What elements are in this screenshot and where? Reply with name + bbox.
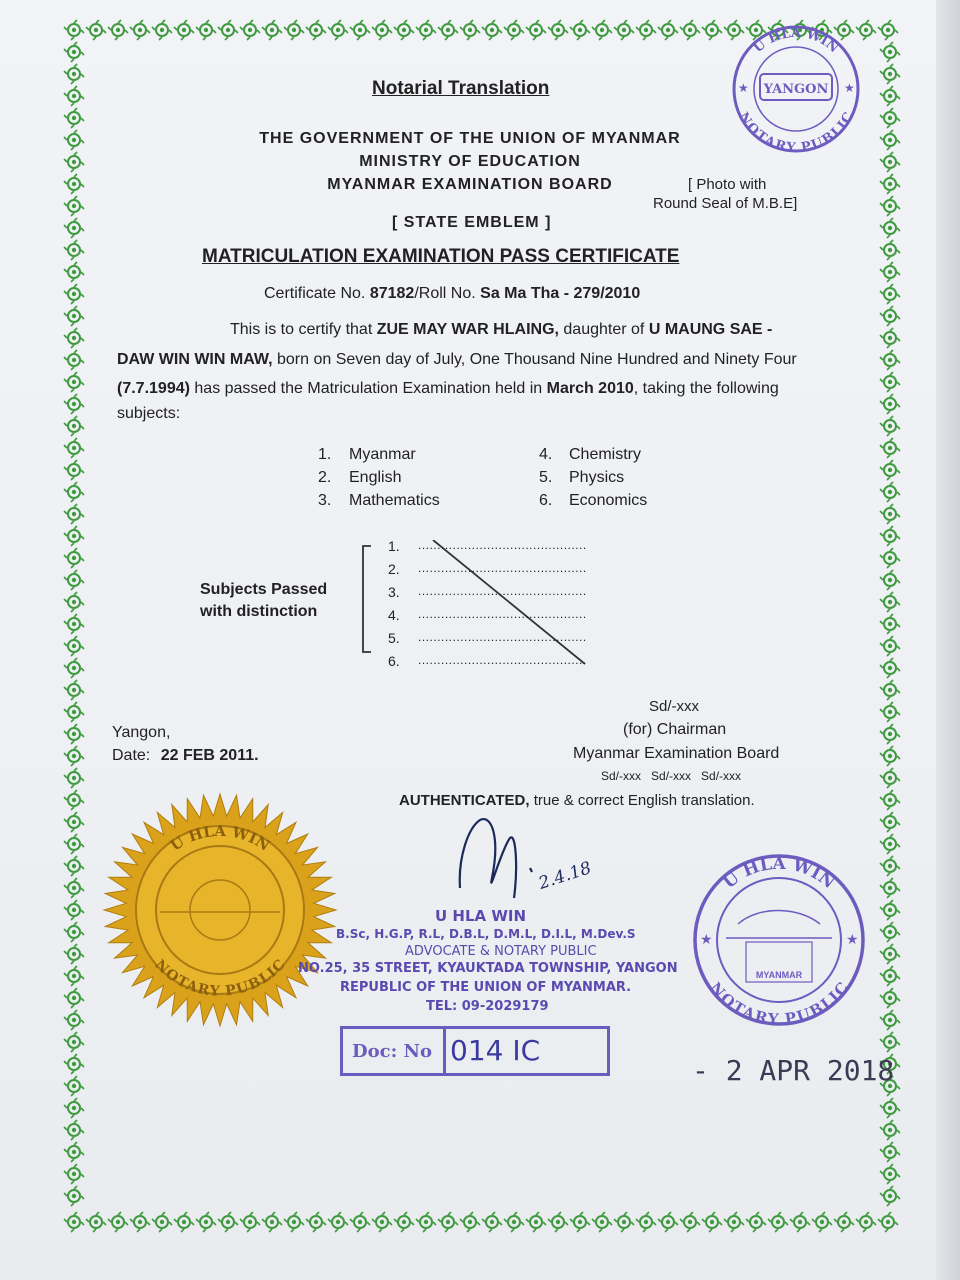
border-flower-icon (218, 1212, 238, 1232)
border-flower-icon (174, 20, 194, 40)
border-flower-icon (636, 1212, 656, 1232)
border-flower-icon (86, 20, 106, 40)
border-flower-icon (880, 416, 900, 436)
handwritten-signature (440, 808, 630, 918)
border-flower-icon (64, 504, 84, 524)
border-flower-icon (64, 548, 84, 568)
date-line (112, 747, 259, 765)
border-flower-icon (64, 526, 84, 546)
subject-num: 6. (539, 492, 553, 509)
subject-name: Myanmar (349, 446, 416, 463)
border-flower-icon (64, 1120, 84, 1140)
border-flower-icon (880, 658, 900, 678)
place: Yangon, (112, 724, 171, 741)
border-flower-icon (64, 966, 84, 986)
border-flower-icon (64, 1032, 84, 1052)
border-flower-icon (64, 570, 84, 590)
border-flower-icon (880, 878, 900, 898)
state-emblem: [ STATE EMBLEM ] (392, 214, 552, 231)
border-flower-icon (64, 724, 84, 744)
border-flower-icon (880, 482, 900, 502)
border-flower-icon (152, 1212, 172, 1232)
doc-number: 014 IC (450, 1034, 541, 1067)
body-line-2 (117, 351, 797, 369)
bracket (363, 546, 371, 652)
border-flower-icon (880, 966, 900, 986)
seal-top-text: U HLA WIN (750, 25, 842, 57)
border-flower-icon (880, 130, 900, 150)
border-flower-icon (880, 1186, 900, 1206)
distinction-label-1: Subjects Passed (200, 581, 328, 598)
border-flower-icon (64, 218, 84, 238)
distinction-row-num: 6. (388, 653, 400, 669)
border-flower-icon (880, 944, 900, 964)
border-flower-icon (880, 1098, 900, 1118)
border-flower-icon (284, 20, 304, 40)
border-flower-icon (64, 394, 84, 414)
border-flower-icon (64, 592, 84, 612)
subject-name: Chemistry (569, 446, 642, 463)
seal-star-icon: ★ (846, 931, 859, 947)
border-flower-icon (880, 196, 900, 216)
border-flower-icon (64, 284, 84, 304)
notary-title: ADVOCATE & NOTARY PUBLIC (405, 944, 597, 959)
border-flower-icon (880, 1142, 900, 1162)
border-flower-icon (64, 1054, 84, 1074)
distinction-label-2: with distinction (200, 603, 318, 620)
distinction-row-dots: ............................................ (418, 561, 587, 575)
border-flower-icon (658, 20, 678, 40)
border-flower-icon (64, 944, 84, 964)
border-flower-icon (64, 922, 84, 942)
exam-board: Myanmar Examination Board (573, 745, 780, 762)
border-flower-icon (86, 1212, 106, 1232)
border-flower-icon (880, 372, 900, 392)
border-flower-icon (812, 1212, 832, 1232)
sd-row: Sd/-xxx Sd/-xxx Sd/-xxx (601, 769, 742, 783)
border-flower-icon (64, 988, 84, 1008)
subject-num: 1. (318, 446, 332, 463)
border-flower-icon (394, 1212, 414, 1232)
body-line-4: subjects: (117, 405, 181, 422)
border-flower-icon (130, 20, 150, 40)
border-flower-icon (880, 636, 900, 656)
border-flower-icon (460, 1212, 480, 1232)
border-flower-icon (880, 900, 900, 920)
distinction-row-num: 2. (388, 561, 400, 577)
border-flower-icon (64, 1212, 84, 1232)
border-flower-icon (152, 20, 172, 40)
subject-name: Economics (569, 492, 648, 509)
border-flower-icon (240, 1212, 260, 1232)
border-flower-icon (658, 1212, 678, 1232)
border-flower-icon (592, 1212, 612, 1232)
seal-city: YANGON (763, 82, 829, 97)
distinction-row-num: 4. (388, 607, 400, 623)
signature-date: 2.4.18 (536, 858, 594, 894)
border-flower-icon (372, 1212, 392, 1232)
doc-title: Notarial Translation (372, 78, 550, 99)
border-flower-icon (680, 20, 700, 40)
border-flower-icon (64, 438, 84, 458)
border-flower-icon (64, 262, 84, 282)
distinction-row-dots: ............................................ (418, 584, 587, 598)
border-flower-icon (240, 20, 260, 40)
border-flower-icon (196, 1212, 216, 1232)
border-flower-icon (64, 350, 84, 370)
border-flower-icon (64, 834, 84, 854)
certificate-title: MATRICULATION EXAMINATION PASS CERTIFICATE (202, 246, 680, 267)
border-flower-icon (64, 152, 84, 172)
border-flower-icon (64, 1098, 84, 1118)
mother-name: DAW WIN WIN MAW, (117, 351, 273, 368)
stamp-date-value: 2 APR 2018 (725, 1054, 895, 1087)
roll-no-label: /Roll No. (414, 285, 476, 302)
border-flower-icon (880, 218, 900, 238)
notary-seal-top (722, 22, 870, 156)
roll-no-value: Sa Ma Tha - 279/2010 (480, 285, 641, 302)
holder-name: ZUE MAY WAR HLAING, (376, 321, 559, 338)
border-flower-icon (614, 20, 634, 40)
border-flower-icon (880, 988, 900, 1008)
border-flower-icon (880, 1164, 900, 1184)
authenticated-label: AUTHENTICATED, (399, 792, 530, 809)
border-flower-icon (880, 526, 900, 546)
border-flower-icon (880, 768, 900, 788)
border-flower-icon (880, 680, 900, 700)
border-flower-icon (328, 1212, 348, 1232)
distinction-bracket-and-strike (355, 540, 625, 670)
subject-name: Mathematics (349, 492, 440, 509)
certificate-no-label: Certificate No. (264, 285, 366, 302)
border-flower-icon (856, 1212, 876, 1232)
border-flower-icon (64, 636, 84, 656)
border-flower-icon (880, 922, 900, 942)
border-flower-icon (880, 152, 900, 172)
border-flower-icon (306, 20, 326, 40)
seal2-bottom-text: NOTARY PUBLIC (706, 978, 852, 1029)
border-flower-icon (130, 1212, 150, 1232)
border-flower-icon (64, 460, 84, 480)
border-flower-icon (372, 20, 392, 40)
border-flower-icon (526, 1212, 546, 1232)
distinction-row-dots: ............................................ (418, 538, 587, 552)
notary-seal-bottom (688, 850, 870, 1030)
gold-seal-bottom-text: NOTARY PUBLIC (151, 956, 289, 1000)
border-flower-icon (64, 1010, 84, 1030)
photo-note-1: [ Photo with (688, 176, 767, 193)
date-value: 22 FEB 2011. (160, 747, 259, 764)
border-flower-icon (262, 20, 282, 40)
sd-signature: Sd/-xxx (649, 698, 700, 715)
border-flower-icon (592, 20, 612, 40)
body-text: , taking the following (633, 380, 779, 397)
stamp-dash: - (692, 1054, 709, 1087)
border-flower-icon (64, 372, 84, 392)
border-flower-icon (880, 614, 900, 634)
seal2-top-text: U HLA WIN (719, 853, 839, 894)
border-flower-icon (880, 592, 900, 612)
date-label: Date: (112, 747, 151, 764)
body-text: daughter of (563, 321, 645, 338)
distinction-row-num: 1. (388, 538, 400, 554)
border-flower-icon (438, 1212, 458, 1232)
border-flower-icon (790, 1212, 810, 1232)
gov-line-1: THE GOVERNMENT OF THE UNION OF MYANMAR (259, 130, 681, 147)
border-flower-icon (482, 20, 502, 40)
stamp-date (692, 1054, 894, 1087)
border-flower-icon (64, 20, 84, 40)
border-flower-icon (64, 174, 84, 194)
subject-num: 3. (318, 492, 332, 509)
border-flower-icon (880, 702, 900, 722)
border-flower-icon (64, 1076, 84, 1096)
certificate-no-value: 87182 (369, 285, 415, 302)
distinction-row-num: 3. (388, 584, 400, 600)
border-flower-icon (64, 680, 84, 700)
border-flower-icon (880, 240, 900, 260)
border-flower-icon (262, 1212, 282, 1232)
border-flower-icon (880, 284, 900, 304)
border-flower-icon (196, 20, 216, 40)
distinction-row-dots: ............................................ (418, 630, 587, 644)
authenticated-line (399, 792, 755, 809)
border-flower-icon (880, 834, 900, 854)
border-flower-icon (880, 856, 900, 876)
border-flower-icon (880, 438, 900, 458)
border-flower-icon (880, 504, 900, 524)
border-flower-icon (438, 20, 458, 40)
seal-star-icon: ★ (738, 81, 749, 95)
body-line-1 (230, 321, 772, 339)
border-flower-icon (570, 20, 590, 40)
border-flower-icon (880, 548, 900, 568)
notary-tel: TEL: 09-2029179 (426, 999, 549, 1014)
border-flower-icon (880, 746, 900, 766)
border-flower-icon (880, 724, 900, 744)
gov-line-3: MYANMAR EXAMINATION BOARD (327, 176, 613, 193)
seal-bottom-text: NOTARY PUBLIC (735, 109, 857, 156)
notary-name: U HLA WIN (435, 907, 527, 925)
border-flower-icon (548, 20, 568, 40)
border-flower-icon (64, 482, 84, 502)
border-flower-icon (394, 20, 414, 40)
border-flower-icon (108, 20, 128, 40)
border-flower-icon (834, 1212, 854, 1232)
notary-quals: B.Sc, H.G.P, R.L, D.B.L, D.M.L, D.I.L, M.Dev.S (336, 927, 636, 941)
border-flower-icon (284, 1212, 304, 1232)
border-flower-icon (64, 1142, 84, 1162)
border-flower-icon (880, 262, 900, 282)
father-name: U MAUNG SAE - (648, 321, 773, 338)
authenticated-text: true & correct English translation. (533, 792, 755, 809)
border-flower-icon (880, 1120, 900, 1140)
border-flower-icon (64, 856, 84, 876)
body-text: has passed the Matriculation Examination held in (194, 380, 543, 397)
date-of-birth: (7.7.1994) (117, 380, 190, 397)
distinction-row-dots: ............................................ (418, 607, 587, 621)
border-flower-icon (504, 20, 524, 40)
border-flower-icon (64, 1186, 84, 1206)
border-flower-icon (880, 460, 900, 480)
border-flower-icon (880, 64, 900, 84)
border-flower-icon (880, 394, 900, 414)
gold-seal-top-text: U HLA WIN (166, 821, 274, 855)
border-flower-icon (64, 196, 84, 216)
border-flower-icon (680, 1212, 700, 1232)
seal-inner-text: MYANMAR (755, 970, 803, 980)
border-flower-icon (64, 306, 84, 326)
border-flower-icon (878, 1212, 898, 1232)
border-flower-icon (880, 42, 900, 62)
gov-line-2: MINISTRY OF EDUCATION (359, 153, 581, 170)
border-flower-icon (880, 1032, 900, 1052)
border-flower-icon (746, 1212, 766, 1232)
border-flower-icon (880, 174, 900, 194)
for-chairman: (for) Chairman (623, 721, 727, 738)
border-flower-icon (64, 768, 84, 788)
seal-star-icon: ★ (844, 81, 855, 95)
border-flower-icon (702, 20, 722, 40)
border-flower-icon (64, 86, 84, 106)
border-flower-icon (218, 20, 238, 40)
border-flower-icon (880, 570, 900, 590)
border-flower-icon (64, 658, 84, 678)
border-flower-icon (328, 20, 348, 40)
border-flower-icon (880, 350, 900, 370)
border-flower-icon (482, 1212, 502, 1232)
border-flower-icon (64, 240, 84, 260)
exam-date: March 2010 (546, 380, 634, 397)
subject-num: 2. (318, 469, 332, 486)
border-flower-icon (64, 702, 84, 722)
border-flower-icon (64, 108, 84, 128)
border-flower-icon (64, 790, 84, 810)
subject-num: 5. (539, 469, 553, 486)
distinction-row-num: 5. (388, 630, 400, 646)
subject-num: 4. (539, 446, 553, 463)
border-flower-icon (548, 1212, 568, 1232)
border-flower-icon (64, 130, 84, 150)
photo-note-2: Round Seal of M.B.E] (653, 195, 798, 212)
distinction-row-dots: ............................................ (418, 653, 587, 667)
border-flower-icon (880, 108, 900, 128)
border-flower-icon (880, 306, 900, 326)
strike-line (433, 540, 585, 664)
subject-name: English (349, 469, 402, 486)
border-flower-icon (880, 1010, 900, 1030)
border-flower-icon (306, 1212, 326, 1232)
border-flower-icon (64, 328, 84, 348)
border-flower-icon (880, 790, 900, 810)
border-flower-icon (350, 1212, 370, 1232)
subject-name: Physics (569, 469, 625, 486)
border-flower-icon (416, 1212, 436, 1232)
border-flower-icon (880, 328, 900, 348)
doc-label: Doc: No (352, 1041, 432, 1062)
border-flower-icon (64, 42, 84, 62)
border-flower-icon (614, 1212, 634, 1232)
gold-notary-seal (100, 790, 340, 1030)
notary-country: REPUBLIC OF THE UNION OF MYANMAR. (340, 980, 632, 995)
seal-star-icon: ★ (700, 931, 713, 947)
body-line-3 (117, 380, 779, 398)
border-flower-icon (526, 20, 546, 40)
border-flower-icon (350, 20, 370, 40)
border-flower-icon (108, 1212, 128, 1232)
border-flower-icon (416, 20, 436, 40)
border-flower-icon (64, 614, 84, 634)
border-flower-icon (64, 900, 84, 920)
border-flower-icon (880, 86, 900, 106)
border-flower-icon (570, 1212, 590, 1232)
border-flower-icon (724, 1212, 744, 1232)
certificate-number-line (264, 285, 640, 303)
border-flower-icon (64, 1164, 84, 1184)
border-flower-icon (878, 20, 898, 40)
border-flower-icon (768, 1212, 788, 1232)
border-flower-icon (702, 1212, 722, 1232)
border-flower-icon (64, 746, 84, 766)
border-flower-icon (64, 878, 84, 898)
body-text: This is to certify that (230, 321, 373, 338)
border-flower-icon (504, 1212, 524, 1232)
border-flower-icon (880, 812, 900, 832)
border-flower-icon (64, 416, 84, 436)
notary-address: NO.25, 35 STREET, KYAUKTADA TOWNSHIP, YANGON (298, 961, 678, 976)
border-flower-icon (636, 20, 656, 40)
border-flower-icon (64, 64, 84, 84)
body-text: born on Seven day of July, One Thousand Nine Hundred and Ninety Four (276, 351, 797, 368)
border-flower-icon (460, 20, 480, 40)
border-flower-icon (64, 812, 84, 832)
border-flower-icon (174, 1212, 194, 1232)
